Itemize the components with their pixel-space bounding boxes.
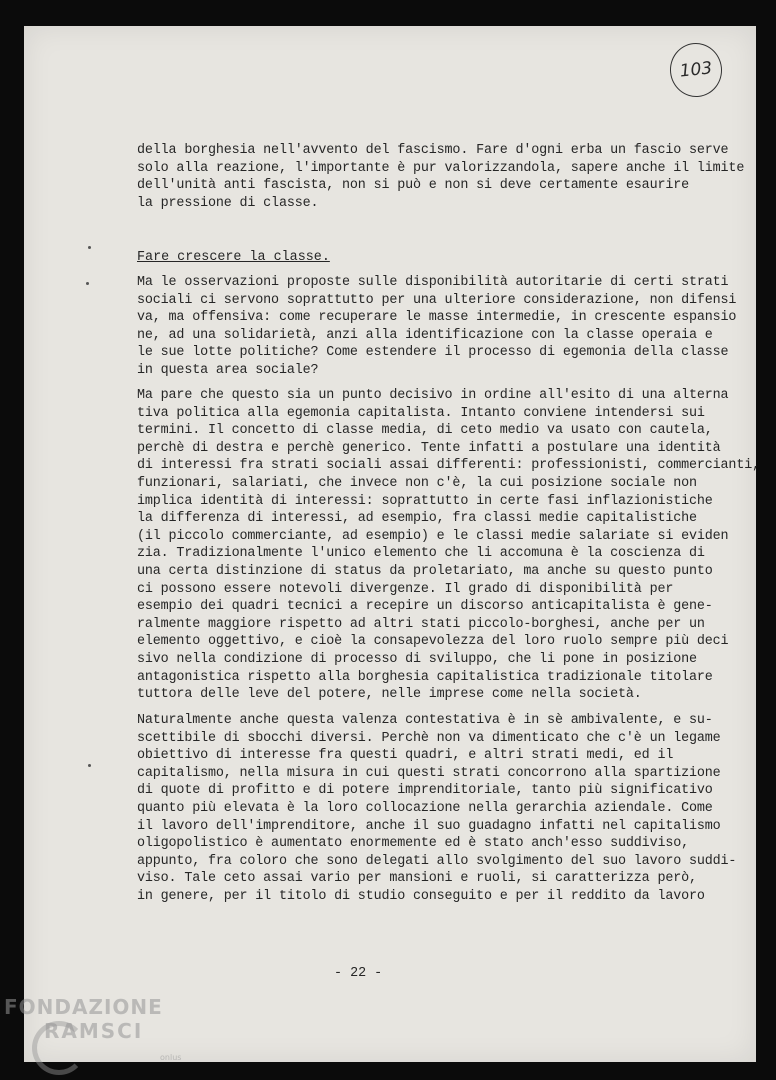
text-line: il lavoro dell'imprenditore, anche il suo guadagno infatti nel capitalismo	[137, 818, 721, 834]
text-line: funzionari, salariati, che invece non c'è, la cui posizione sociale non	[137, 475, 697, 491]
page-number: - 22 -	[334, 966, 383, 981]
text-line: implica identità di interessi: soprattutto in certe fasi inflazionistiche	[137, 493, 713, 509]
text-line: obiettivo di interesse fra questi quadri, e altri strati medi, ed il	[137, 748, 674, 764]
paragraph-1	[137, 274, 737, 380]
text-line: zia. Tradizionalmente l'unico elemento che li accomuna è la coscienza di	[137, 546, 705, 562]
text-line: di interessi fra strati sociali assai differenti: professionisti, commercianti,	[137, 458, 760, 474]
fondazione-gramsci-watermark	[4, 995, 204, 1062]
watermark-line1: FONDAZIONE	[4, 995, 163, 1019]
margin-mark	[86, 282, 89, 285]
text-line: elemento oggettivo, e cioè la consapevolezza del loro ruolo sempre più deci	[137, 634, 729, 650]
paragraph-3	[137, 712, 737, 906]
text-line: ralmente maggiore rispetto ad altri stati piccolo-borghesi, anche per un	[137, 616, 705, 632]
watermark-line2: RAMSCI	[44, 1019, 144, 1043]
text-line: appunto, fra coloro che sono delegati allo svolgimento del suo lavoro suddi-	[137, 853, 737, 869]
text-line: Ma le osservazioni proposte sulle disponibilità autoritarie di certi strati	[137, 275, 729, 290]
text-line: scettibile di sbocchi diversi. Perchè non va dimenticato che c'è un legame	[137, 730, 721, 746]
document-page	[24, 26, 760, 1062]
text-line: le sue lotte politiche? Come estendere il processo di egemonia della classe	[137, 345, 729, 361]
text-line: solo alla reazione, l'importante è pur valorizzandola, sapere anche il limite	[137, 160, 745, 176]
paragraph-2	[137, 387, 760, 704]
text-line: quanto più elevata è la loro collocazione nella gerarchia aziendale. Come	[137, 800, 713, 816]
text-line: dell'unità anti fascista, non si può e non si deve certamente esaurire	[137, 178, 689, 194]
text-line: oligopolistico è aumentato enormemente ed è stato anch'esso suddiviso,	[137, 836, 689, 852]
text-line: perchè di destra e perchè generico. Tente infatti a postulare una identità	[137, 440, 721, 456]
text-line: viso. Tale ceto assai vario per mansioni e ruoli, si caratterizza però,	[137, 871, 697, 887]
text-line: termini. Il concetto di classe media, di ceto medio va usato con cautela,	[137, 423, 713, 439]
text-line: va, ma offensiva: come recuperare le masse intermedie, in crescente espansio	[137, 310, 737, 326]
gramsci-logo-icon	[32, 1021, 86, 1075]
text-line: in questa area sociale?	[137, 362, 319, 378]
text-line: ne, ad una solidarietà, anzi alla identificazione con la classe operaia e	[137, 327, 713, 343]
text-line: di quote di profitto e di potere imprenditoriale, tanto più significativo	[137, 783, 713, 799]
text-line: sociali ci servono soprattutto per una ulteriore considerazione, non difensi	[137, 292, 737, 308]
paragraph-intro	[137, 142, 745, 212]
text-line: capitalismo, nella misura in cui questi strati concorrono alla spartizione	[137, 765, 721, 781]
section-heading: Fare crescere la classe.	[137, 250, 330, 265]
text-line: la differenza di interessi, ad esempio, fra classi medie capitalistiche	[137, 511, 697, 527]
text-line: esempio dei quadri tecnici a recepire un discorso anticapitalista è gene-	[137, 599, 713, 615]
text-line: una certa distinzione di status da proletariato, ma anche su questo punto	[137, 563, 713, 579]
watermark-onlus: onlus	[160, 1053, 182, 1062]
text-line: tiva politica alla egemonia capitalista. Intanto conviene intendersi sui	[137, 405, 705, 421]
archive-page-stamp: 103	[667, 40, 724, 99]
text-line: (il piccolo commerciante, ad esempio) e le classi medie salariate si eviden	[137, 528, 729, 544]
text-line: Naturalmente anche questa valenza contestativa è in sè ambivalente, e su-	[137, 713, 713, 728]
margin-mark	[88, 764, 91, 767]
text-line: in genere, per il titolo di studio conseguito e per il reddito da lavoro	[137, 888, 705, 904]
text-line: tuttora delle leve del potere, nelle imprese come nella società.	[137, 687, 642, 703]
text-line: Ma pare che questo sia un punto decisivo in ordine all'esito di una alterna	[137, 388, 729, 403]
text-line: la pressione di classe.	[137, 195, 319, 211]
text-line: antagonistica rispetto alla borghesia capitalistica tradizionale titolare	[137, 669, 713, 685]
text-line: ci possono essere notevoli divergenze. Il grado di disponibilità per	[137, 581, 674, 597]
text-line: sivo nella condizione di processo di sviluppo, che li pone in posizione	[137, 651, 697, 667]
margin-mark	[88, 246, 91, 249]
text-line: della borghesia nell'avvento del fascismo. Fare d'ogni erba un fascio serve	[137, 143, 729, 158]
